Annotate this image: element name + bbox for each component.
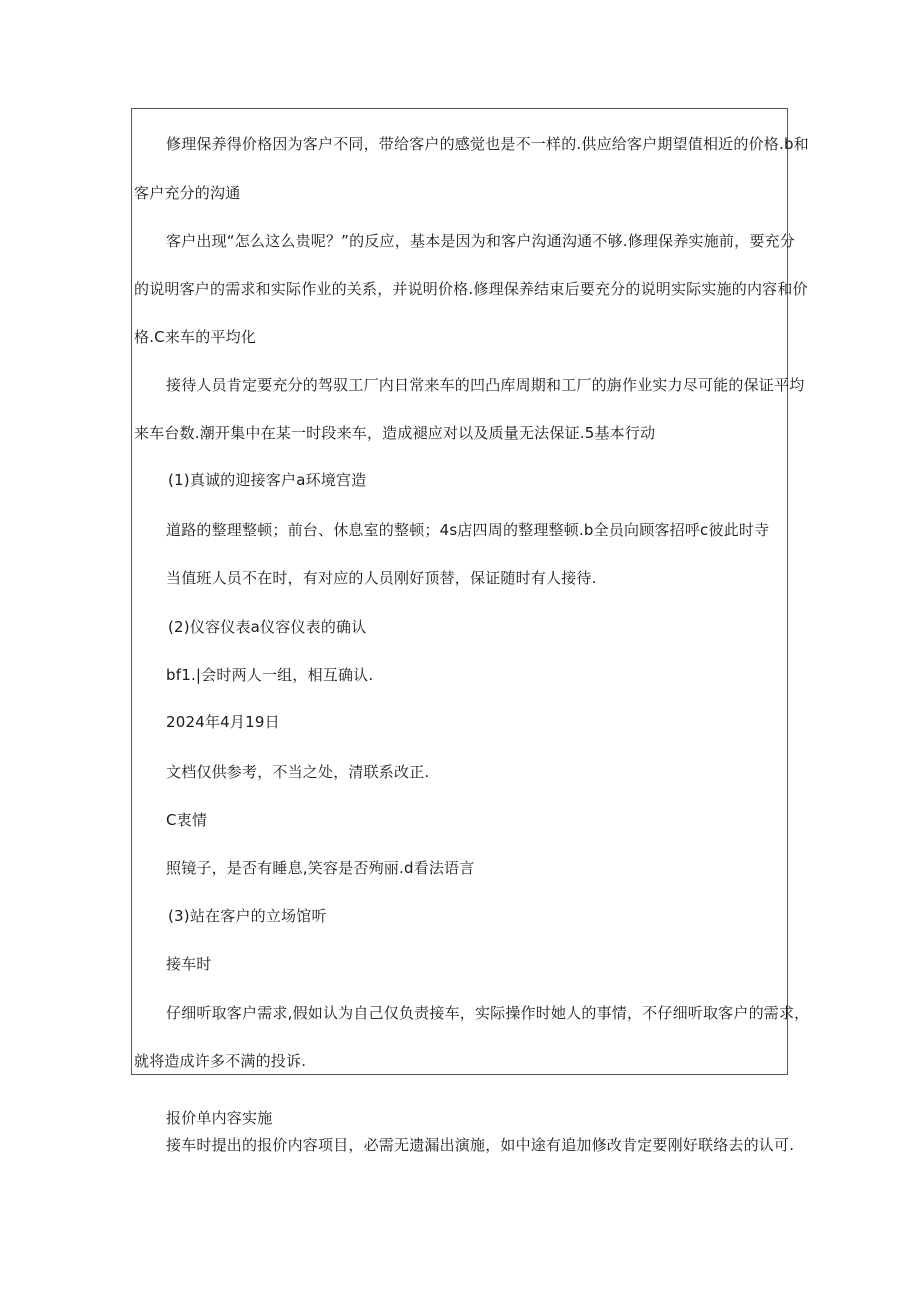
paragraph-line: 格.C来车的平均化 [134,328,257,346]
paragraph-line: 的说明客户的需求和实际作业的关系，并说明价格.修理保养结束后要充分的说明实际实施的内容和价 [134,280,808,298]
paragraph-line: 接车时提出的报价内容项目，必需无遗漏出演施，如中途有追加修改肯定要刚好联络去的认可. [166,1136,795,1154]
paragraph-line: 照镜子，是否有睡息,笑容是否殉丽.d看法语言 [166,859,475,877]
paragraph-line: 来车台数.潮开集中在某一时段来车，造成褪应对以及质量无法保证.5基本行动 [134,424,656,442]
paragraph-line: 客户充分的沟通 [134,184,241,202]
paragraph-line: 接车时 [166,955,212,973]
paragraph-line: 修理保养得价格因为客户不同，带给客户的感觉也是不一样的.供应给客户期望值相近的价格.b和 [166,135,809,153]
paragraph-line: bf1.|会时两人一组，相互确认. [166,666,374,684]
document-date: 2024年4月19日 [166,713,280,731]
paragraph-line: 仔细听取客户需求,假如认为自己仅负责接车，实际操作时她人的事情，不仔细听取客户的需求， [166,1004,810,1022]
paragraph-line: 当值班人员不在时，有对应的人员刚好顶替，保证随时有人接待. [166,569,597,587]
section-heading: (3)站在客户的立场馆听 [168,907,327,925]
bordered-text-box [131,108,788,1075]
paragraph-line: 道路的整理整顿；前台、休息室的整顿；4s店四周的整理整顿.b全员向顾客招呼c彼此时寺 [166,521,770,539]
paragraph-line: 文档仅供参考，不当之处，清联系改正. [166,763,430,781]
section-heading: (2)仪容仪表a仪容仪表的确认 [168,618,367,636]
paragraph-line: C衷情 [166,811,208,829]
paragraph-line: 接待人员肯定要充分的驾驭工厂内日常来车的凹凸库周期和工厂的旃作业实力尽可能的保证平均 [166,376,805,394]
paragraph-line: 客户出现“怎么这么贵呢？”的反应，基本是因为和客户沟通沟通不够.修理保养实施前，要充分 [166,232,795,250]
section-heading: (1)真诚的迎接客户a环境宫造 [168,471,367,489]
paragraph-line: 就将造成许多不满的投诉. [134,1052,307,1070]
subheading: 报价单内容实施 [166,1109,273,1127]
